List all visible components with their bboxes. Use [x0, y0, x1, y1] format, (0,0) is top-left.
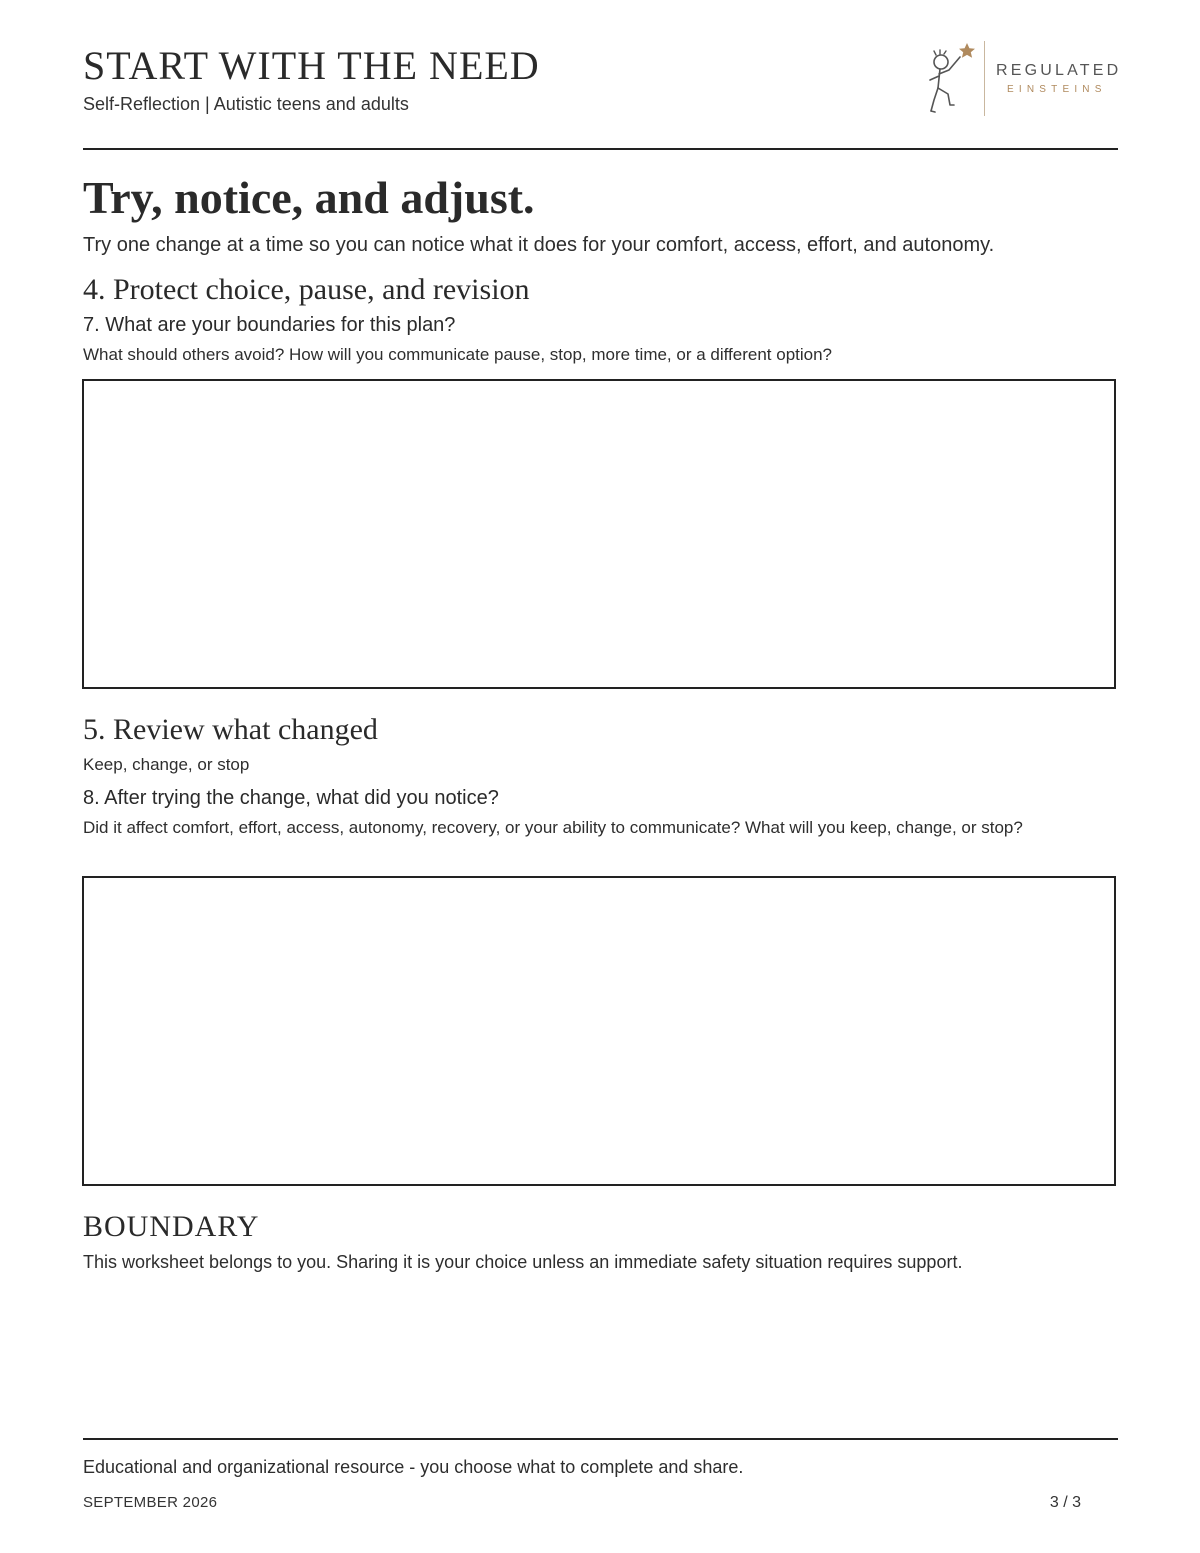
question-8-prompt: Did it affect comfort, effort, access, autonomy, recovery, or your ability to communicate? What will you keep, change, or stop? [83, 818, 1023, 837]
logo-divider [984, 41, 985, 116]
intro-text: Try one change at a time so you can notice what it does for your comfort, access, effort, and autonomy. [83, 234, 995, 256]
logo-wordmark-bottom: EINSTEINS [1007, 84, 1107, 95]
section-5-subheading: Keep, change, or stop [83, 755, 250, 774]
section-4-heading: 4. Protect choice, pause, and revision [83, 273, 530, 306]
boundary-text: This worksheet belongs to you. Sharing it is your choice unless an immediate safety situation requires support. [83, 1252, 963, 1272]
footer-divider [83, 1438, 1118, 1440]
document-title: START WITH THE NEED [83, 43, 540, 88]
document-subtitle: Self-Reflection | Autistic teens and adults [83, 94, 409, 114]
question-7: 7. What are your boundaries for this plan? [83, 314, 456, 336]
page-headline: Try, notice, and adjust. [83, 172, 535, 223]
question-8-answer-box[interactable] [82, 876, 1116, 1186]
stick-figure-reaching-star-icon [925, 40, 977, 116]
header-divider [83, 148, 1118, 150]
footer-text: Educational and organizational resource - you choose what to complete and share. [83, 1457, 744, 1477]
question-7-prompt: What should others avoid? How will you communicate pause, stop, more time, or a different option? [83, 345, 833, 364]
page-number: 3 / 3 [1049, 1494, 1081, 1511]
logo-wordmark-top: REGULATED [996, 62, 1122, 79]
section-5-heading: 5. Review what changed [83, 713, 378, 746]
boundary-heading: BOUNDARY [83, 1210, 260, 1243]
footer-date: SEPTEMBER 2026 [83, 1494, 218, 1511]
question-7-answer-box[interactable] [82, 379, 1116, 689]
question-8: 8. After trying the change, what did you notice? [83, 787, 499, 809]
regulated-einsteins-logo [925, 40, 1125, 118]
